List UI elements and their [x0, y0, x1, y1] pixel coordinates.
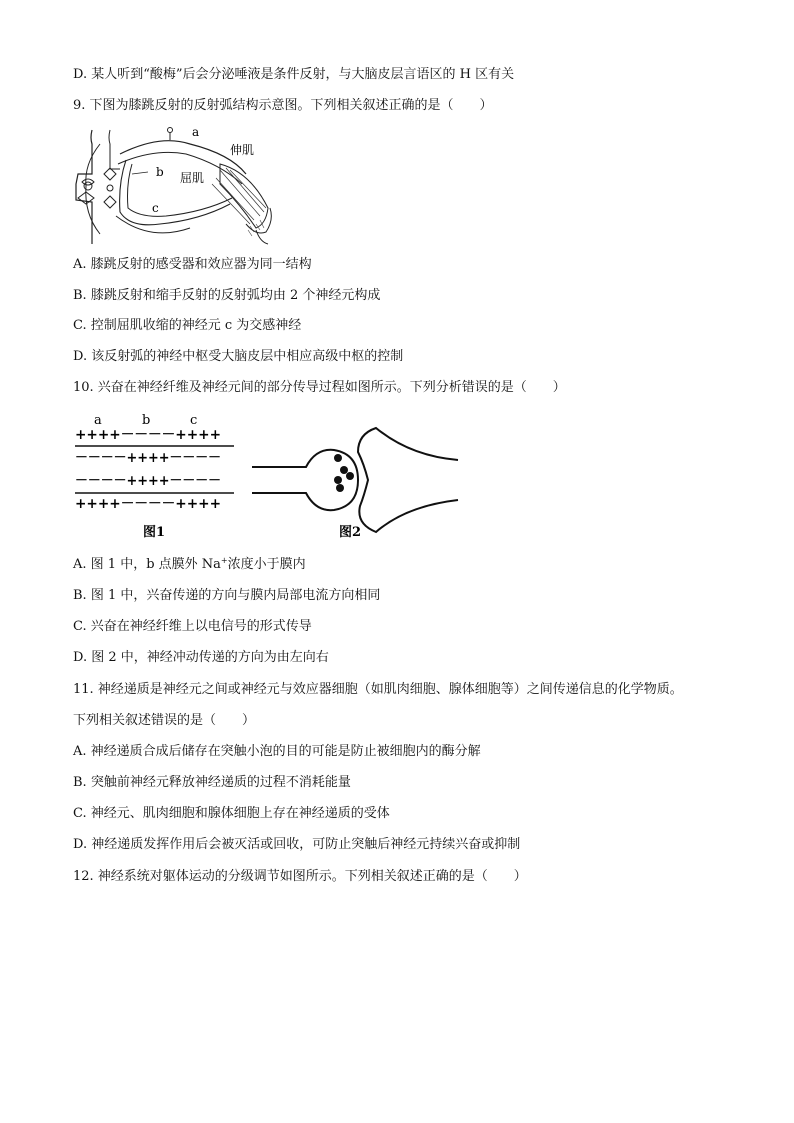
- q9-label-flexor: 屈肌: [180, 171, 205, 185]
- q9-option-a: A. 膝跳反射的感受器和效应器为同一结构: [73, 257, 312, 272]
- fig1-point-b: b: [142, 413, 151, 428]
- q11-option-c: C. 神经元、肌肉细胞和腺体细胞上存在神经递质的受体: [73, 806, 390, 821]
- q10-option-a: [73, 557, 306, 573]
- fig1-point-c: c: [190, 413, 198, 428]
- q10-option-a-text-end: 浓度小于膜内: [227, 557, 306, 572]
- q12-stem: 12. 神经系统对躯体运动的分级调节如图所示。下列相关叙述正确的是（ ）: [73, 869, 527, 884]
- fig1-point-a: a: [94, 413, 102, 428]
- fig1-charge-row-4: ++++－－－－++++: [75, 496, 221, 512]
- q9-label-b: b: [156, 165, 164, 179]
- na-superscript: +: [220, 556, 228, 565]
- q9-option-b: B. 膝跳反射和缩手反射的反射弧均由 2 个神经元构成: [73, 288, 381, 303]
- q9-label-c: c: [152, 201, 159, 215]
- postsynaptic-membrane: [358, 428, 458, 532]
- q10-figure-1: [70, 408, 240, 542]
- q9-option-d: D. 该反射弧的神经中枢受大脑皮层中相应高级中枢的控制: [73, 349, 404, 364]
- q10-figure-2-synapse: [250, 424, 464, 542]
- q11-option-b: B. 突触前神经元释放神经递质的过程不消耗能量: [73, 775, 351, 790]
- fig1-charge-row-3: －－－－++++－－－－: [75, 473, 221, 489]
- q10-option-c: C. 兴奋在神经纤维上以电信号的形式传导: [73, 619, 312, 634]
- q9-option-c: C. 控制屈肌收缩的神经元 c 为交感神经: [73, 318, 302, 333]
- fig2-caption: 图2: [339, 525, 362, 540]
- presynaptic-terminal: [252, 450, 358, 510]
- fig1-caption: 图1: [143, 525, 166, 540]
- q9-stem: 9. 下图为膝跳反射的反射弧结构示意图。下列相关叙述正确的是（ ）: [73, 98, 493, 113]
- q10-option-d: D. 图 2 中，神经冲动传递的方向为由左向右: [73, 650, 329, 665]
- fig1-charge-row-1: ++++－－－－++++: [75, 427, 221, 443]
- q11-stem-line-2: 下列相关叙述错误的是（ ）: [73, 713, 256, 728]
- q10-option-a-text: A. 图 1 中，b 点膜外 Na: [73, 557, 221, 572]
- q10-stem: 10. 兴奋在神经纤维及神经元间的部分传导过程如图所示。下列分析错误的是（ ）: [73, 380, 566, 395]
- fig1-charge-row-2: －－－－++++－－－－: [75, 450, 221, 466]
- q11-option-a: A. 神经递质合成后储存在突触小泡的目的可能是防止被细胞内的酶分解: [73, 744, 481, 759]
- q9-label-extensor: 伸肌: [230, 143, 255, 157]
- q9-label-a: a: [192, 125, 200, 139]
- q11-stem-line-1: 11. 神经递质是神经元之间或神经元与效应器细胞（如肌肉细胞、腺体细胞等）之间传递信息的化学物质。: [73, 682, 683, 697]
- q11-option-d: D. 神经递质发挥作用后会被灭活或回收，可防止突触后神经元持续兴奋或抑制: [73, 837, 521, 852]
- q10-option-b: B. 图 1 中，兴奋传递的方向与膜内局部电流方向相同: [73, 588, 381, 603]
- q8-option-d: D. 某人听到“酸梅”后会分泌唾液是条件反射，与大脑皮层言语区的 H 区有关: [73, 67, 515, 82]
- q9-reflex-arc-diagram: [70, 124, 276, 246]
